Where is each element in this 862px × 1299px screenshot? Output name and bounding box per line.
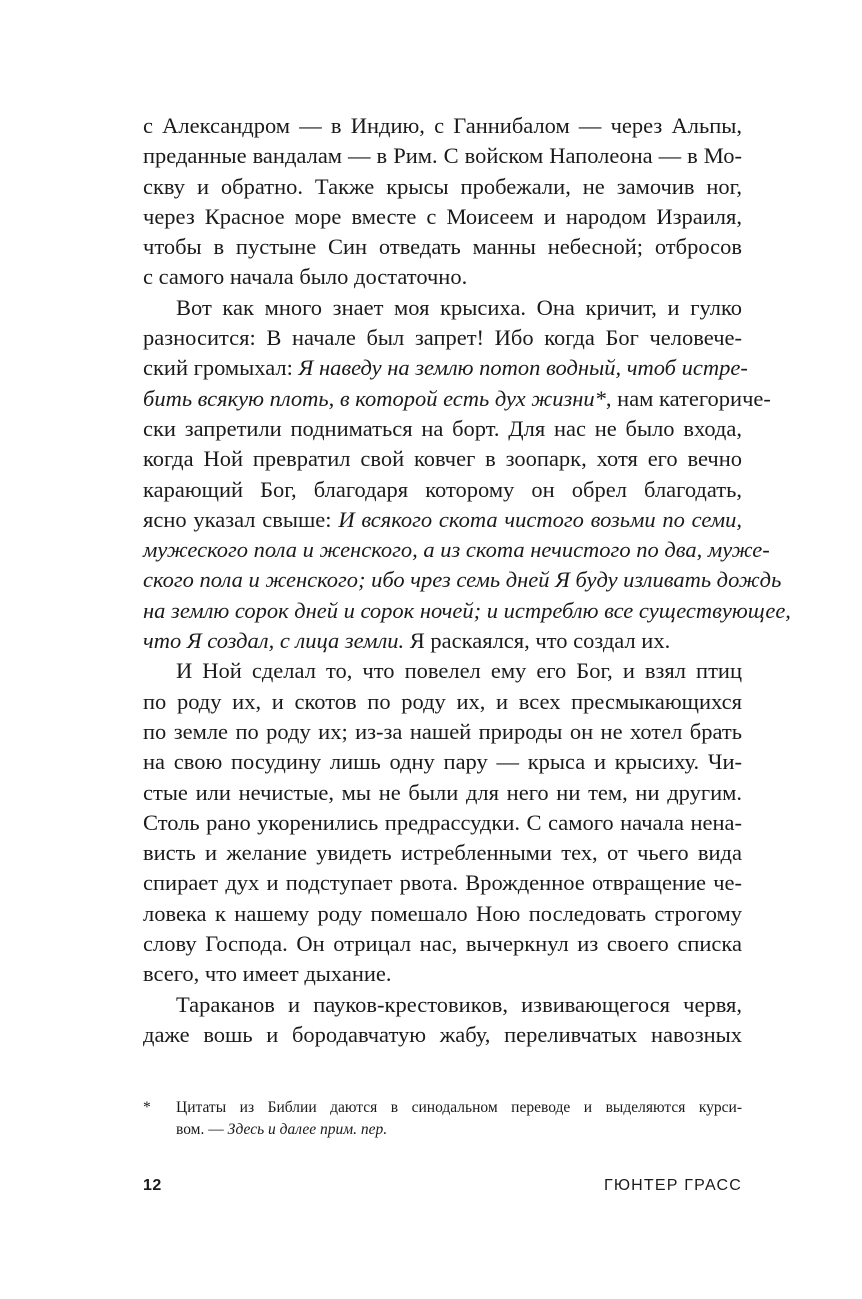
text-line: с самого начала было достаточно. (143, 264, 468, 290)
bible-quote: мужеского пола и женского, а из скота нечистого по два, муже- (143, 537, 770, 563)
text-line: всего, что имеет дыхание. (143, 961, 392, 987)
text-line: стые или нечистые, мы не были для него ни тем, ни другим. (143, 779, 742, 805)
body-text (143, 111, 791, 1050)
text-line: преданные вандалам — в Рим. С войском Наполеона — в Мо- (143, 143, 742, 169)
bible-quote: на землю сорок дней и сорок ночей; и истреблю все существующее, (143, 597, 791, 623)
bible-quote: бить всякую плоть, в которой есть дух жизни* (143, 385, 606, 411)
text-line: ски запретили подниматься на борт. Для нас не было входа, (143, 415, 742, 441)
text-line: Столь рано укоренились предрассудки. С самого начала нена- (143, 809, 742, 835)
text-line: разносится: В начале был запрет! Ибо когда Бог человече- (143, 325, 742, 351)
bible-quote: Я наведу на землю потоп водный, чтоб истре- (298, 355, 748, 381)
text-line (143, 353, 748, 383)
text-line: Тараканов и пауков-крестовиков, извивающегося червя, (176, 991, 742, 1017)
text-line: чтобы в пустыне Син отведать манны небесной; отбросов (143, 234, 742, 260)
text-line (143, 626, 742, 656)
footnote (143, 1097, 742, 1141)
footnote-segment: вом. — (176, 1121, 228, 1138)
page-number: 12 (143, 1177, 162, 1194)
footnote-mark: * (143, 1099, 151, 1116)
text-line: по роду их, и скотов по роду их, и всех пресмыкающихся (143, 688, 742, 714)
text-line: карающий Бог, благодаря которому он обрел благодать, (143, 476, 742, 502)
text-segment: ский громыхал: (143, 355, 299, 381)
text-segment: Я раскаялся, что создал их. (404, 628, 671, 654)
footnote-note: Здесь и далее прим. пер. (227, 1121, 388, 1138)
text-segment: , нам категориче- (605, 385, 771, 411)
text-line: скву и обратно. Также крысы пробежали, не замочив ног, (143, 173, 742, 199)
text-line: висть и желание увидеть истребленными тех, от чьего вида (143, 840, 742, 866)
text-line (143, 505, 742, 535)
text-line: спирает дух и подступает рвота. Врожденное отвращение че- (143, 870, 742, 896)
text-line: когда Ной превратил свой ковчег в зоопарк, хотя его вечно (143, 446, 742, 472)
footnote-line (176, 1119, 742, 1141)
text-line: ловека к нашему роду помешало Ною последовать строгому (143, 900, 742, 926)
text-line: Вот как много знает моя крысиха. Она кричит, и гулко (176, 294, 742, 320)
bible-quote: ского пола и женского; ибо чрез семь дней Я буду изливать дождь (143, 567, 782, 593)
footnote-body (176, 1097, 742, 1141)
bible-quote: И всякого скота чистого возьми по семи, (338, 506, 743, 532)
running-head: ГЮНТЕР ГРАСС (603, 1177, 742, 1194)
text-line (143, 565, 782, 595)
bible-quote: что Я создал, с лица земли. (143, 628, 405, 654)
text-line: даже вошь и бородавчатую жабу, переливчатых навозных (143, 1021, 742, 1047)
text-line: на свою посудину лишь одну пару — крыса и крысиху. Чи- (143, 749, 742, 775)
text-line (143, 535, 770, 565)
text-line: с Александром — в Индию, с Ганнибалом — через Альпы, (143, 113, 742, 138)
text-line: слову Господа. Он отрицал нас, вычеркнул из своего списка (143, 931, 742, 957)
footnote-line: Цитаты из Библии даются в синодальном переводе и выделяются курси- (176, 1099, 742, 1116)
text-segment: ясно указал свыше: (143, 506, 339, 532)
text-line (143, 384, 771, 414)
text-line: через Красное море вместе с Моисеем и народом Израиля, (143, 203, 742, 229)
text-line: И Ной сделал то, что повелел ему его Бог, и взял птиц (176, 658, 742, 684)
text-line: по земле по роду их; из-за нашей природы он не хотел брать (143, 718, 742, 744)
text-line (143, 596, 791, 626)
